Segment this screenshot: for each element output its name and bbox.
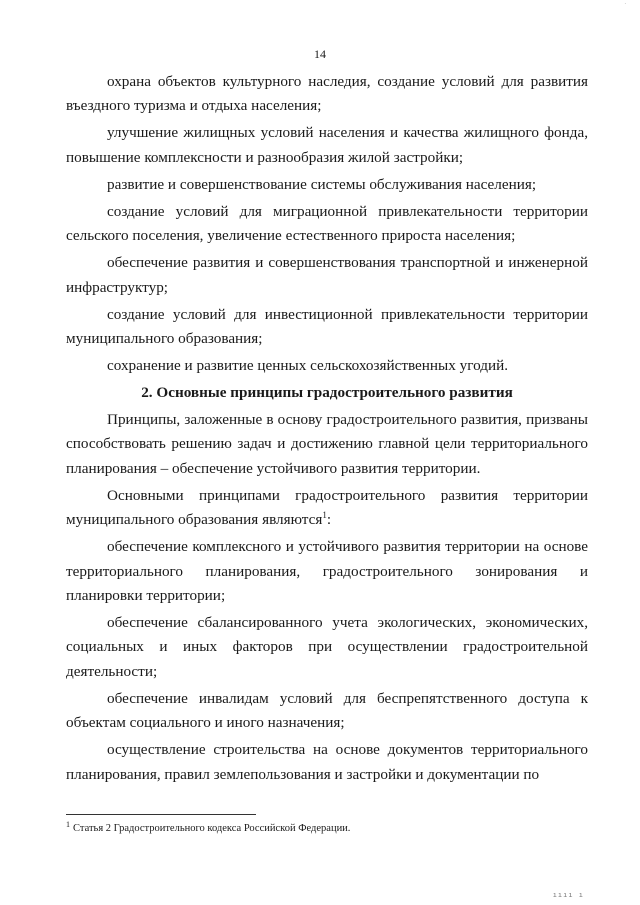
footnote-separator [66, 814, 256, 815]
principles-intro-colon: : [326, 511, 332, 529]
footnote-mark: 1 [66, 819, 70, 829]
document-body [66, 70, 588, 790]
principle-item: обеспечение сбалансированного учета экологических, экономических, социальных и иных факторов при осуществлении градостроительной деятельности; [66, 614, 588, 680]
principle-item: осуществление строительства на основе документов территориального планирования, правил землепользования и застройки и документации по [66, 741, 588, 783]
page-number: 14 [314, 47, 326, 61]
paragraph-housing: улучшение жилищных условий населения и качества жилищного фонда, повышение комплексности и разнообразия жилой застройки; [66, 124, 588, 166]
principle-item: обеспечение комплексного и устойчивого развития территории на основе территориального планирования, градостроительного зонирования и планировки территории; [66, 538, 588, 605]
scan-mark: ıııı ı [552, 891, 584, 899]
paragraph-migration: создание условий для миграционной привлекательности территории сельского поселения, увеличение естественного прироста населения; [66, 202, 588, 245]
principle-item: обеспечение инвалидам условий для беспрепятственного доступа к объектам социального и иного назначения; [66, 689, 588, 732]
paragraph-services: развитие и совершенствование системы обслуживания населения; [107, 175, 537, 193]
footnote [66, 819, 351, 836]
principles-intro-text: Основными принципами градостроительного развития территории муниципального образования являются [66, 486, 588, 529]
paragraph-principles-intro [66, 484, 588, 533]
footnote-text: Статья 2 Градостроительного кодекса Российской Федерации. [73, 823, 351, 834]
paragraph-infrastructure: обеспечение развития и совершенствования транспортной и инженерной инфраструктур; [66, 254, 588, 296]
paragraph-investment: создание условий для инвестиционной привлекательности территории муниципального образования; [66, 305, 588, 348]
section-heading: 2. Основные принципы градостроительного развития [141, 384, 513, 402]
scan-corner-mark: . [624, 0, 626, 6]
paragraph-farmland: сохранение и развитие ценных сельскохозяйственных угодий. [107, 357, 509, 375]
paragraph-intro: Принципы, заложенные в основу градостроительного развития, призваны способствовать решению задач и достижению главной цели территориального планирования – обеспечение устойчивого развития территории. [66, 411, 588, 477]
footnote-reference: 1 [322, 510, 327, 521]
paragraph-heritage: охрана объектов культурного наследия, создание условий для развития въездного туризма и отдыха населения; [66, 73, 588, 115]
